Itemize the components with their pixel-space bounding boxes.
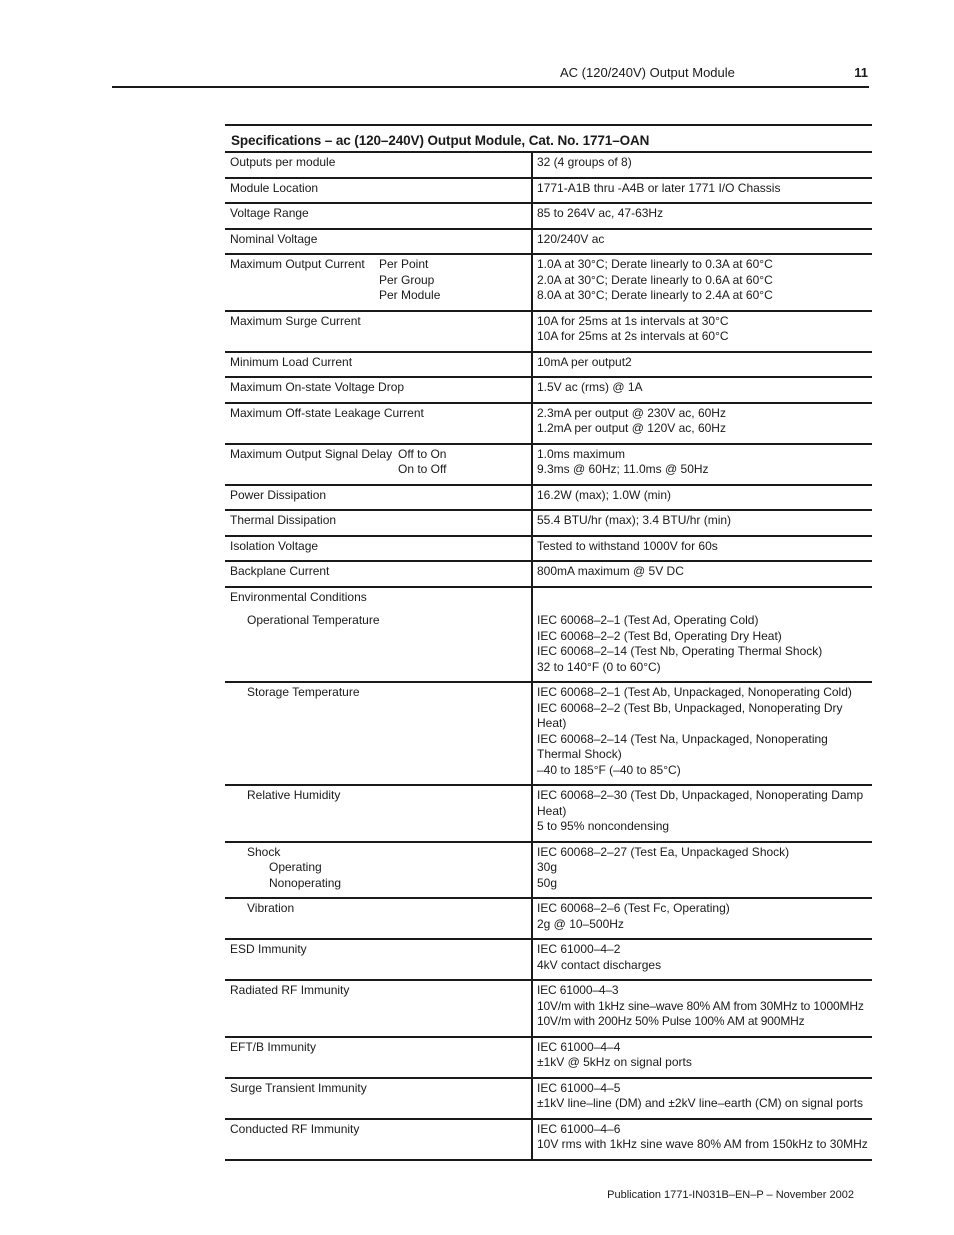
row-label: Shock xyxy=(247,844,281,859)
table-row xyxy=(225,486,872,512)
row-value: IEC 60068–2–30 (Test Db, Unpackaged, Nonoperating Damp Heat) 5 to 95% noncondensing xyxy=(537,788,864,833)
row-value: 1771-A1B thru -A4B or later 1771 I/O Chassis xyxy=(537,180,781,195)
row-label: Maximum Off-state Leakage Current xyxy=(230,405,424,420)
row-label: Maximum Output Current xyxy=(230,257,365,271)
table-row xyxy=(225,445,872,486)
row-value: IEC 61000–4–5 ±1kV line–line (DM) and ±2kV line–earth (CM) on signal ports xyxy=(537,1080,863,1110)
row-label: Isolation Voltage xyxy=(230,538,319,553)
row-label: Backplane Current xyxy=(230,564,330,578)
publication-footer: Publication 1771-IN031B–EN–P – November 2002 xyxy=(607,1189,854,1201)
row-value: IEC 61000–4–6 10V rms with 1kHz sine wave 80% AM from 150kHz to 30MHz xyxy=(537,1121,868,1151)
header-rule xyxy=(112,86,869,88)
table-row xyxy=(225,843,872,900)
table-row xyxy=(225,981,872,1038)
table-row xyxy=(225,940,872,981)
row-value: IEC 61000–4–2 4kV contact discharges xyxy=(537,942,662,972)
table-title: Specifications – ac (120–240V) Output Module, Cat. No. 1771–OAN xyxy=(225,126,872,153)
table-row xyxy=(225,537,872,563)
table-row xyxy=(225,404,872,445)
table-row xyxy=(225,1120,872,1161)
row-value: 800mA maximum @ 5V DC xyxy=(537,564,684,578)
row-label: Maximum Surge Current xyxy=(230,313,361,328)
row-value: 120/240V ac xyxy=(537,231,605,246)
table-row xyxy=(225,230,872,256)
table-row xyxy=(225,562,872,588)
row-value: 10mA per output2 xyxy=(537,354,632,369)
row-label: Maximum Output Signal Delay xyxy=(230,446,393,461)
table-row xyxy=(225,153,872,179)
row-value: 10A for 25ms at 1s intervals at 30°C 10A for 25ms at 2s intervals at 60°C xyxy=(537,313,729,343)
row-label: Surge Transient Immunity xyxy=(230,1080,367,1095)
table-row xyxy=(225,899,872,940)
row-label: Power Dissipation xyxy=(230,487,327,502)
row-label: Thermal Dissipation xyxy=(230,513,337,527)
table-row xyxy=(225,312,872,353)
row-label: Maximum On-state Voltage Drop xyxy=(230,380,405,394)
table-row xyxy=(225,683,872,786)
table-row xyxy=(225,1038,872,1079)
page-number: 11 xyxy=(854,65,868,80)
row-value: 16.2W (max); 1.0W (min) xyxy=(537,487,672,502)
row-value: IEC 60068–2–6 (Test Fc, Operating) 2g @ 10–500Hz xyxy=(537,901,730,931)
row-value: 85 to 264V ac, 47-63Hz xyxy=(537,206,664,220)
environmental-heading: Environmental Conditions xyxy=(230,589,367,604)
row-label: Storage Temperature xyxy=(247,685,360,699)
row-label: Relative Humidity xyxy=(247,788,341,802)
row-value: 32 (4 groups of 8) xyxy=(537,155,632,169)
row-value: 1.0A at 30°C; Derate linearly to 0.3A at 60°C 2.0A at 30°C; Derate linearly to 0.6A at 60°C 8.0A at 30°C; Derate linearly to 2.4A at 60°C xyxy=(537,257,773,302)
row-label: Operational Temperature xyxy=(247,613,380,627)
row-label: Vibration xyxy=(247,901,295,915)
row-sublabels: Per Point Per Group Per Module xyxy=(379,257,441,302)
row-label: ESD Immunity xyxy=(230,942,307,956)
row-label: Outputs per module xyxy=(230,155,336,169)
table-row xyxy=(225,179,872,205)
row-value: IEC 60068–2–1 (Test Ab, Unpackaged, Nonoperating Cold) IEC 60068–2–2 (Test Bb, Unpackaged, Nonoperating Dry Heat) IEC 60068–2–14 (Test Na, Unpackaged, Nonoperating Thermal Shock) –40 to 185°F (–40 to 85°C) xyxy=(537,685,852,777)
table-row xyxy=(225,353,872,379)
row-sublabels: Operating Nonoperating xyxy=(269,860,342,890)
table-row xyxy=(225,786,872,843)
row-value: 1.5V ac (rms) @ 1A xyxy=(537,380,643,394)
row-label: Minimum Load Current xyxy=(230,354,353,369)
row-value: 1.0ms maximum 9.3ms @ 60Hz; 11.0ms @ 50Hz xyxy=(537,446,709,476)
table-row xyxy=(225,255,872,312)
row-label: Radiated RF Immunity xyxy=(230,983,350,997)
row-value: IEC 60068–2–27 (Test Ea, Unpackaged Shock) 30g 50g xyxy=(537,844,790,890)
row-label: Nominal Voltage xyxy=(230,231,318,246)
table-row xyxy=(225,204,872,230)
running-header-title: AC (120/240V) Output Module xyxy=(560,65,735,80)
specifications-table xyxy=(225,124,872,1161)
row-value: 55.4 BTU/hr (max); 3.4 BTU/hr (min) xyxy=(537,513,732,527)
row-value: IEC 61000–4–3 10V/m with 1kHz sine–wave 80% AM from 30MHz to 1000MHz 10V/m with 200Hz 50% Pulse 100% AM at 900MHz xyxy=(537,983,864,1028)
row-value: IEC 60068–2–1 (Test Ad, Operating Cold) IEC 60068–2–2 (Test Bd, Operating Dry Heat) IEC 60068–2–14 (Test Nb, Operating Thermal Shock) 32 to 140°F (0 to 60°C) xyxy=(537,613,823,674)
row-label: EFT/B Immunity xyxy=(230,1039,317,1054)
row-value: 2.3mA per output @ 230V ac, 60Hz 1.2mA per output @ 120V ac, 60Hz xyxy=(537,405,726,435)
table-row xyxy=(225,378,872,404)
row-value: Tested to withstand 1000V for 60s xyxy=(537,538,718,553)
row-label: Conducted RF Immunity xyxy=(230,1121,360,1136)
table-row-environmental xyxy=(225,588,872,684)
table-row xyxy=(225,511,872,537)
table-row xyxy=(225,1079,872,1120)
row-sublabels: Off to On On to Off xyxy=(398,446,447,476)
row-label: Voltage Range xyxy=(230,206,309,220)
row-label: Module Location xyxy=(230,180,319,195)
row-value: IEC 61000–4–4 ±1kV @ 5kHz on signal ports xyxy=(537,1039,692,1069)
